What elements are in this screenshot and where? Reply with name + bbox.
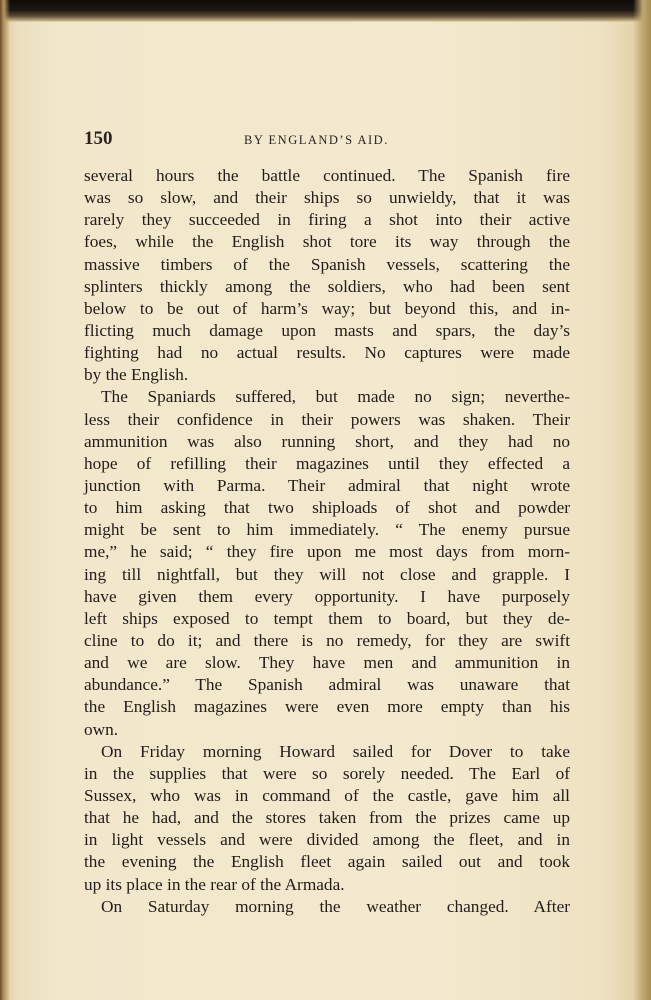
page-right-edge — [633, 0, 651, 1000]
text-line: hope of refilling their magazines until they effected a — [84, 453, 570, 473]
text-line: The Spaniards suffered, but made no sign; neverthe- — [101, 387, 570, 407]
text-line: On Friday morning Howard sailed for Dover to take — [101, 741, 570, 761]
text-line: several hours the battle continued. The Spanish fire — [84, 166, 570, 185]
body-text — [84, 165, 570, 918]
text-line: On Saturday morning the weather changed. After — [101, 896, 570, 916]
text-line: junction with Parma. Their admiral that night wrote — [84, 475, 570, 495]
page-top-shadow — [0, 0, 651, 22]
text-line: Sussex, who was in command of the castle, gave him all — [84, 785, 570, 805]
text-line: that he had, and the stores taken from the prizes came up — [84, 808, 570, 828]
text-line: me,” he said; “ they fire upon me most days from morn- — [84, 542, 570, 562]
text-line: massive timbers of the Spanish vessels, scattering the — [84, 254, 570, 274]
text-line: up its place in the rear of the Armada. — [84, 874, 345, 894]
text-line: by the English. — [84, 365, 189, 385]
book-spine-edge — [0, 0, 10, 1000]
text-line: ing till nightfall, but they will not close and grapple. I — [84, 564, 570, 584]
text-line: splinters thickly among the soldiers, who had been sent — [84, 276, 570, 296]
text-line: was so slow, and their ships so unwieldy, that it was — [84, 188, 570, 208]
running-head: BY ENGLAND’S AID. — [244, 133, 389, 147]
text-line: fighting had no actual results. No captures were made — [84, 343, 570, 363]
text-line: have given them every opportunity. I have purposely — [84, 586, 570, 606]
text-line: less their confidence in their powers was shaken. Their — [84, 409, 570, 429]
text-line: left ships exposed to tempt them to board, but they de- — [84, 608, 570, 628]
page-number: 150 — [84, 128, 113, 149]
page-header — [84, 128, 570, 150]
text-line: cline to do it; and there is no remedy, for they are swift — [84, 630, 570, 650]
text-line: in the supplies that were so sorely needed. The Earl of — [84, 763, 570, 783]
text-line: might be sent to him immediately. “ The enemy pursue — [84, 520, 570, 540]
text-line: and we are slow. They have men and ammunition in — [84, 653, 570, 673]
text-line: the English magazines were even more empty than his — [84, 697, 570, 717]
text-line: rarely they succeeded in firing a shot into their active — [84, 210, 570, 230]
text-line: below to be out of harm’s way; but beyond this, and in- — [84, 298, 570, 318]
text-line: the evening the English fleet again sailed out and took — [84, 852, 570, 872]
text-line: in light vessels and were divided among the fleet, and in — [84, 830, 570, 850]
text-line: foes, while the English shot tore its way through the — [84, 232, 570, 252]
text-line: own. — [84, 719, 119, 739]
text-line: ammunition was also running short, and they had no — [84, 431, 570, 451]
text-line: to him asking that two shiploads of shot and powder — [84, 498, 570, 518]
text-line: abundance.” The Spanish admiral was unaware that — [84, 675, 570, 695]
text-line: flicting much damage upon masts and spars, the day’s — [84, 320, 570, 340]
